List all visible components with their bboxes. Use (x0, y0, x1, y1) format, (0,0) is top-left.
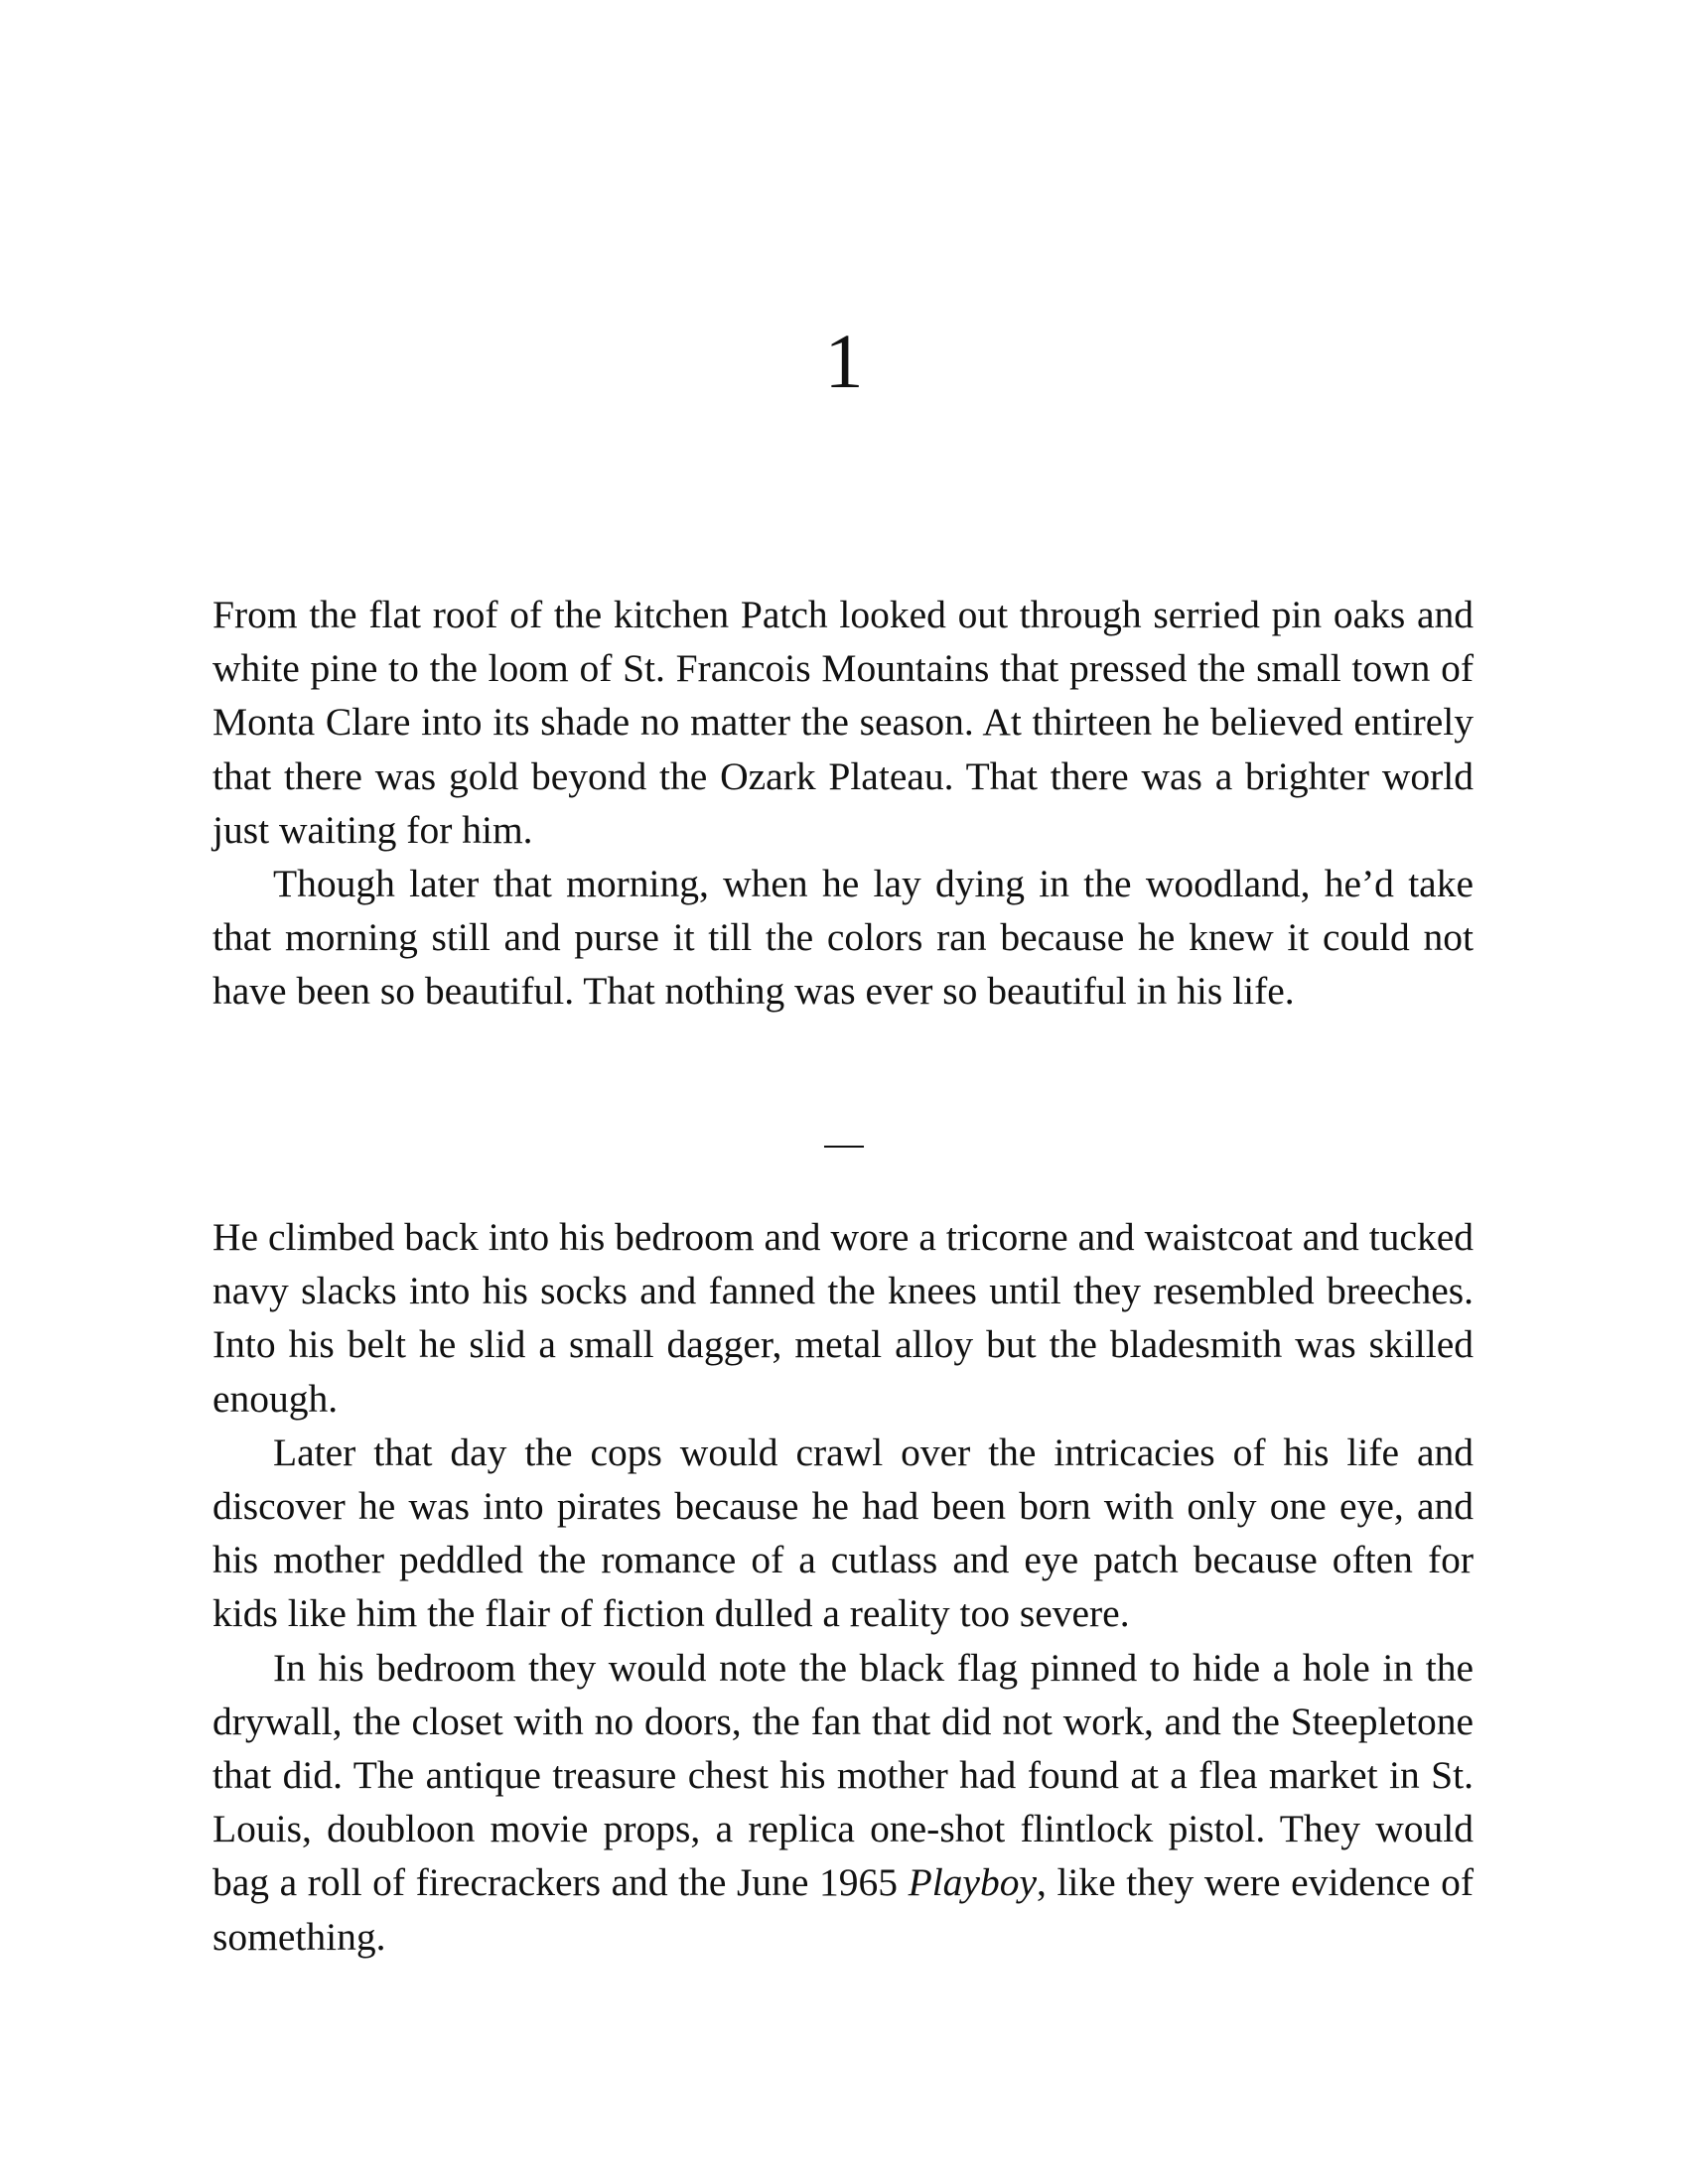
paragraph-text-after-italic: , like they were evidence of something. (212, 1860, 1474, 1959)
paragraph: From the flat roof of the kitchen Patch looked out through serried pin oaks and white pine to the loom of St. Francois Mountains that pressed the small town of Monta Clare into its shade no matter the season. At thirteen he believed entirely that there was gold beyond the Ozark Plateau. That there was a brighter world just waiting for him. (212, 593, 1474, 852)
section-two (212, 1210, 1474, 1964)
paragraph: He climbed back into his bedroom and wore a tricorne and waistcoat and tucked navy slacks into his socks and fanned the knees until they resembled breeches. Into his belt he slid a small dagger, metal alloy but the bladesmith was skilled enough. (212, 1215, 1474, 1421)
paragraph: Later that day the cops would crawl over the intricacies of his life and discover he was into pirates because he had been born with only one eye, and his mother peddled the romance of a cutlass and eye patch because often for kids like him the flair of fiction dulled a reality too severe. (212, 1430, 1474, 1636)
paragraph-text-before-italic: In his bedroom they would note the black flag pinned to hide a hole in the drywall, the closet with no doors, the fan that did not work, and the Steepletone that did. The antique treasure chest his mother had found at a flea market in St. Louis, doubloon movie props, a replica one-shot flintlock pistol. They would bag a roll of firecrackers and the June 1965 (212, 1645, 1474, 1905)
paragraph: Though later that morning, when he lay dying in the woodland, he’d take that morning still and purse it till the colors ran because he knew it could not have been so beautiful. That nothing was ever so beautiful in his life. (212, 862, 1474, 1014)
paragraph-with-italic (212, 1641, 1474, 1964)
scene-break: — (824, 1121, 864, 1164)
chapter-number: 1 (824, 318, 864, 404)
italic-magazine-title: Playboy (908, 1860, 1037, 1905)
section-one (212, 588, 1474, 1019)
